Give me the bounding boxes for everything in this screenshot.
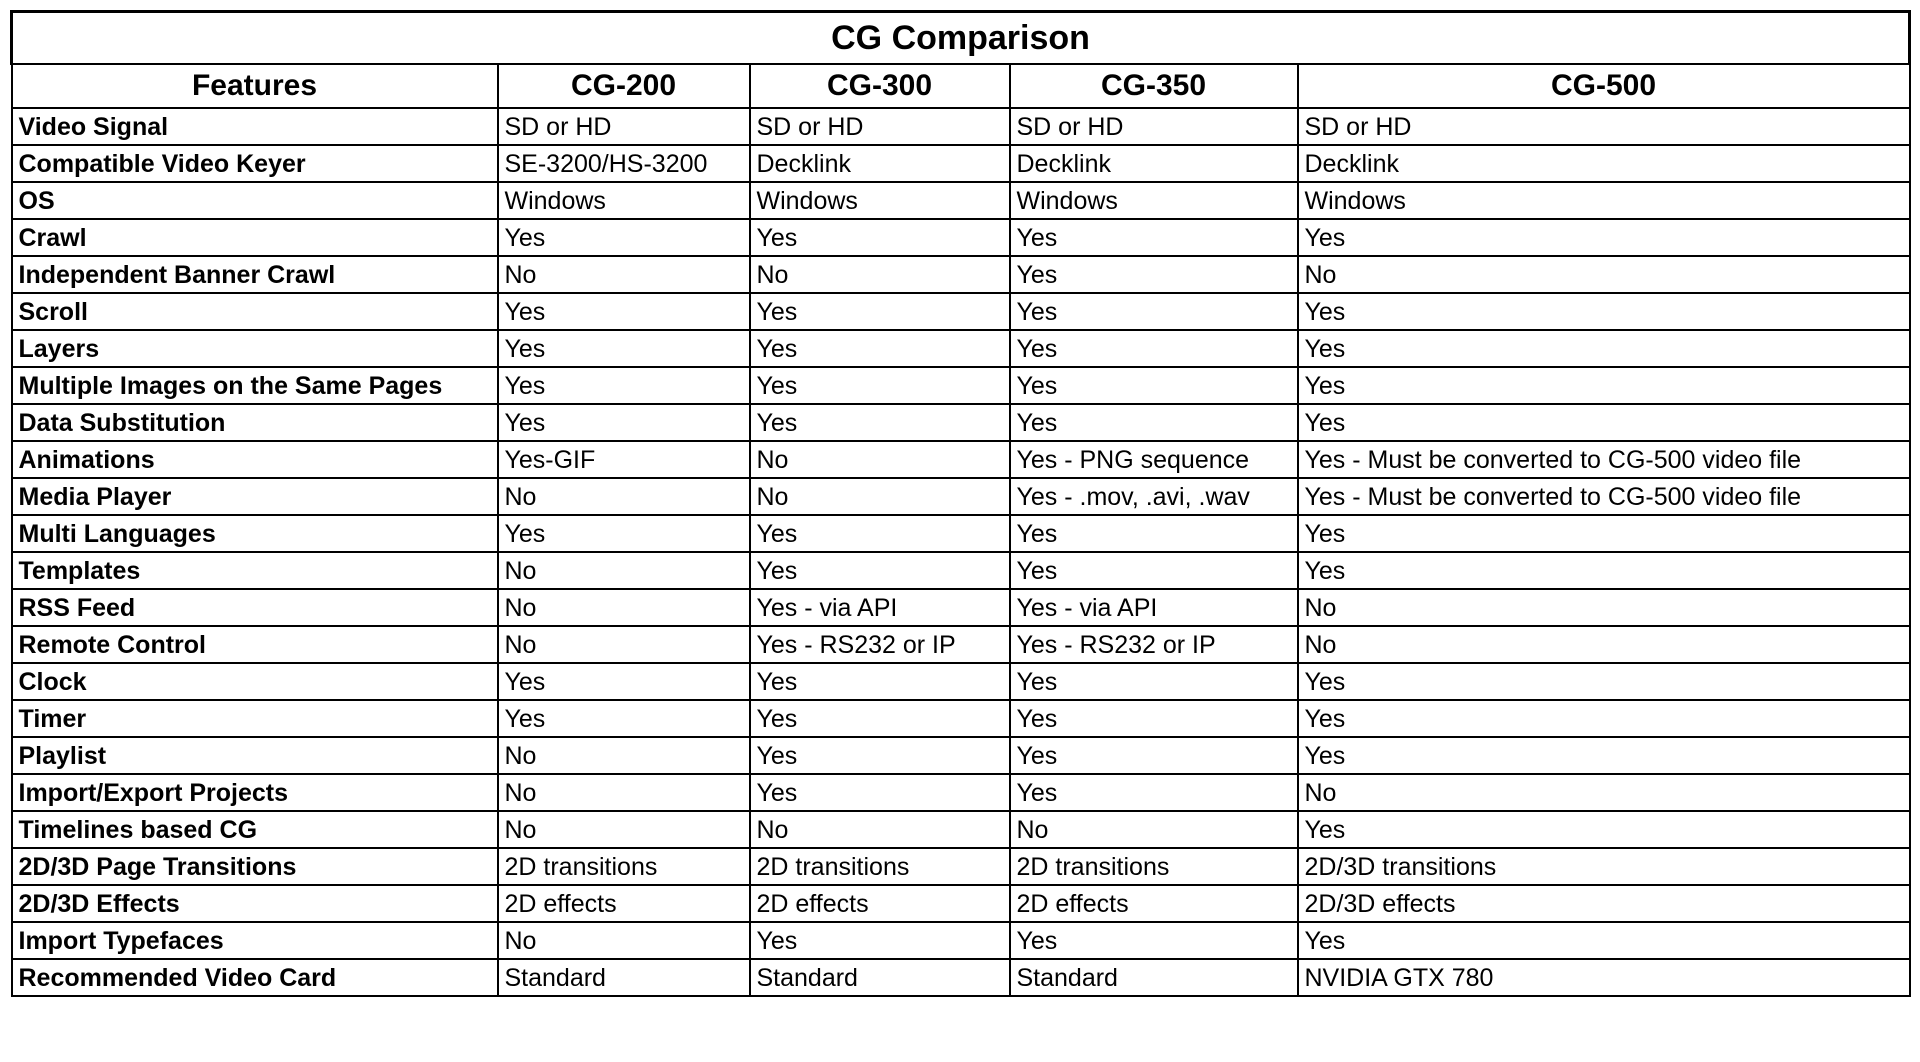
- value-cell: Decklink: [750, 145, 1010, 182]
- feature-name-cell: Video Signal: [12, 108, 498, 145]
- value-cell: Yes: [750, 367, 1010, 404]
- feature-name-cell: Multi Languages: [12, 515, 498, 552]
- value-cell: 2D/3D effects: [1298, 885, 1910, 922]
- value-cell: Yes - via API: [1010, 589, 1298, 626]
- feature-name-cell: Templates: [12, 552, 498, 589]
- comparison-table: [10, 10, 1911, 997]
- value-cell: No: [498, 811, 750, 848]
- feature-name-cell: Independent Banner Crawl: [12, 256, 498, 293]
- value-cell: Yes: [750, 330, 1010, 367]
- feature-name-cell: Timer: [12, 700, 498, 737]
- feature-name-cell: 2D/3D Effects: [12, 885, 498, 922]
- value-cell: No: [750, 256, 1010, 293]
- table-row: [12, 737, 1910, 774]
- table-body: [12, 108, 1910, 996]
- feature-name-cell: Data Substitution: [12, 404, 498, 441]
- value-cell: No: [498, 256, 750, 293]
- value-cell: Standard: [750, 959, 1010, 996]
- value-cell: Yes - via API: [750, 589, 1010, 626]
- value-cell: Yes - .mov, .avi, .wav: [1010, 478, 1298, 515]
- table-row: [12, 256, 1910, 293]
- feature-name-cell: Animations: [12, 441, 498, 478]
- feature-name-cell: Compatible Video Keyer: [12, 145, 498, 182]
- feature-name-cell: Media Player: [12, 478, 498, 515]
- value-cell: 2D transitions: [498, 848, 750, 885]
- value-cell: Yes: [1010, 552, 1298, 589]
- value-cell: Yes: [1010, 774, 1298, 811]
- value-cell: Yes - PNG sequence: [1010, 441, 1298, 478]
- feature-name-cell: 2D/3D Page Transitions: [12, 848, 498, 885]
- value-cell: No: [498, 478, 750, 515]
- value-cell: Yes: [1298, 811, 1910, 848]
- title-row: [12, 12, 1910, 65]
- value-cell: Yes: [498, 663, 750, 700]
- table-row: [12, 145, 1910, 182]
- value-cell: 2D transitions: [1010, 848, 1298, 885]
- value-cell: Yes: [750, 293, 1010, 330]
- value-cell: Yes: [1298, 219, 1910, 256]
- value-cell: Yes - Must be converted to CG-500 video file: [1298, 441, 1910, 478]
- value-cell: No: [1298, 256, 1910, 293]
- value-cell: Yes: [1298, 737, 1910, 774]
- table-row: [12, 182, 1910, 219]
- value-cell: Yes: [1298, 552, 1910, 589]
- value-cell: Windows: [1298, 182, 1910, 219]
- feature-name-cell: OS: [12, 182, 498, 219]
- value-cell: Decklink: [1298, 145, 1910, 182]
- table-row: [12, 922, 1910, 959]
- value-cell: Yes: [1298, 515, 1910, 552]
- value-cell: No: [498, 626, 750, 663]
- table-row: [12, 774, 1910, 811]
- value-cell: 2D/3D transitions: [1298, 848, 1910, 885]
- value-cell: Yes: [1010, 256, 1298, 293]
- value-cell: Yes: [1010, 515, 1298, 552]
- value-cell: Yes - RS232 or IP: [750, 626, 1010, 663]
- feature-name-cell: Recommended Video Card: [12, 959, 498, 996]
- value-cell: Yes: [1010, 219, 1298, 256]
- value-cell: Standard: [498, 959, 750, 996]
- value-cell: Yes: [1298, 922, 1910, 959]
- value-cell: Yes: [1010, 663, 1298, 700]
- table-row: [12, 885, 1910, 922]
- value-cell: Yes: [750, 552, 1010, 589]
- value-cell: Yes: [750, 737, 1010, 774]
- value-cell: Windows: [1010, 182, 1298, 219]
- value-cell: Yes: [1010, 700, 1298, 737]
- table-row: [12, 959, 1910, 996]
- table-row: [12, 515, 1910, 552]
- value-cell: SD or HD: [750, 108, 1010, 145]
- value-cell: Yes: [1010, 330, 1298, 367]
- feature-name-cell: Import Typefaces: [12, 922, 498, 959]
- value-cell: Yes: [750, 663, 1010, 700]
- feature-name-cell: Clock: [12, 663, 498, 700]
- table-row: [12, 663, 1910, 700]
- value-cell: No: [1010, 811, 1298, 848]
- value-cell: Yes: [498, 515, 750, 552]
- value-cell: Yes: [498, 700, 750, 737]
- value-cell: Yes-GIF: [498, 441, 750, 478]
- value-cell: No: [750, 811, 1010, 848]
- table-row: [12, 330, 1910, 367]
- value-cell: No: [498, 774, 750, 811]
- value-cell: No: [1298, 774, 1910, 811]
- value-cell: No: [750, 478, 1010, 515]
- value-cell: Yes: [750, 774, 1010, 811]
- comparison-table-container: [10, 10, 1908, 997]
- feature-name-cell: Import/Export Projects: [12, 774, 498, 811]
- feature-name-cell: RSS Feed: [12, 589, 498, 626]
- value-cell: Yes: [498, 404, 750, 441]
- feature-name-cell: Multiple Images on the Same Pages: [12, 367, 498, 404]
- value-cell: Yes: [750, 922, 1010, 959]
- value-cell: 2D effects: [498, 885, 750, 922]
- table-row: [12, 478, 1910, 515]
- table-row: [12, 441, 1910, 478]
- value-cell: Yes: [1010, 293, 1298, 330]
- value-cell: Yes: [750, 515, 1010, 552]
- table-row: [12, 552, 1910, 589]
- value-cell: No: [1298, 589, 1910, 626]
- value-cell: No: [750, 441, 1010, 478]
- value-cell: No: [498, 922, 750, 959]
- value-cell: Yes: [498, 219, 750, 256]
- value-cell: SD or HD: [498, 108, 750, 145]
- table-row: [12, 404, 1910, 441]
- value-cell: Decklink: [1010, 145, 1298, 182]
- feature-name-cell: Playlist: [12, 737, 498, 774]
- header-cg-300: CG-300: [750, 64, 1010, 108]
- value-cell: Yes - RS232 or IP: [1010, 626, 1298, 663]
- value-cell: Standard: [1010, 959, 1298, 996]
- value-cell: Yes: [1010, 922, 1298, 959]
- header-cg-200: CG-200: [498, 64, 750, 108]
- value-cell: No: [498, 589, 750, 626]
- value-cell: Yes: [1010, 404, 1298, 441]
- table-row: [12, 367, 1910, 404]
- table-row: [12, 700, 1910, 737]
- feature-name-cell: Timelines based CG: [12, 811, 498, 848]
- header-cg-500: CG-500: [1298, 64, 1910, 108]
- value-cell: No: [1298, 626, 1910, 663]
- value-cell: Yes: [750, 404, 1010, 441]
- value-cell: Yes: [1010, 367, 1298, 404]
- value-cell: Yes: [750, 700, 1010, 737]
- value-cell: Yes: [750, 219, 1010, 256]
- value-cell: SD or HD: [1298, 108, 1910, 145]
- value-cell: Yes: [498, 330, 750, 367]
- value-cell: Yes: [1298, 700, 1910, 737]
- table-row: [12, 811, 1910, 848]
- value-cell: Yes: [1298, 330, 1910, 367]
- feature-name-cell: Scroll: [12, 293, 498, 330]
- value-cell: 2D effects: [1010, 885, 1298, 922]
- value-cell: Windows: [750, 182, 1010, 219]
- value-cell: Yes: [1298, 293, 1910, 330]
- table-title: CG Comparison: [12, 12, 1910, 65]
- feature-name-cell: Remote Control: [12, 626, 498, 663]
- value-cell: Yes - Must be converted to CG-500 video file: [1298, 478, 1910, 515]
- feature-name-cell: Layers: [12, 330, 498, 367]
- table-row: [12, 626, 1910, 663]
- value-cell: SE-3200/HS-3200: [498, 145, 750, 182]
- header-cg-350: CG-350: [1010, 64, 1298, 108]
- value-cell: SD or HD: [1010, 108, 1298, 145]
- value-cell: Yes: [498, 367, 750, 404]
- table-row: [12, 589, 1910, 626]
- value-cell: 2D transitions: [750, 848, 1010, 885]
- value-cell: 2D effects: [750, 885, 1010, 922]
- table-row: [12, 848, 1910, 885]
- value-cell: No: [498, 737, 750, 774]
- value-cell: Yes: [498, 293, 750, 330]
- value-cell: Yes: [1298, 663, 1910, 700]
- value-cell: No: [498, 552, 750, 589]
- table-row: [12, 108, 1910, 145]
- feature-name-cell: Crawl: [12, 219, 498, 256]
- header-row: [12, 64, 1910, 108]
- value-cell: NVIDIA GTX 780: [1298, 959, 1910, 996]
- value-cell: Yes: [1298, 367, 1910, 404]
- table-row: [12, 219, 1910, 256]
- value-cell: Yes: [1298, 404, 1910, 441]
- table-row: [12, 293, 1910, 330]
- value-cell: Yes: [1010, 737, 1298, 774]
- header-features: Features: [12, 64, 498, 108]
- value-cell: Windows: [498, 182, 750, 219]
